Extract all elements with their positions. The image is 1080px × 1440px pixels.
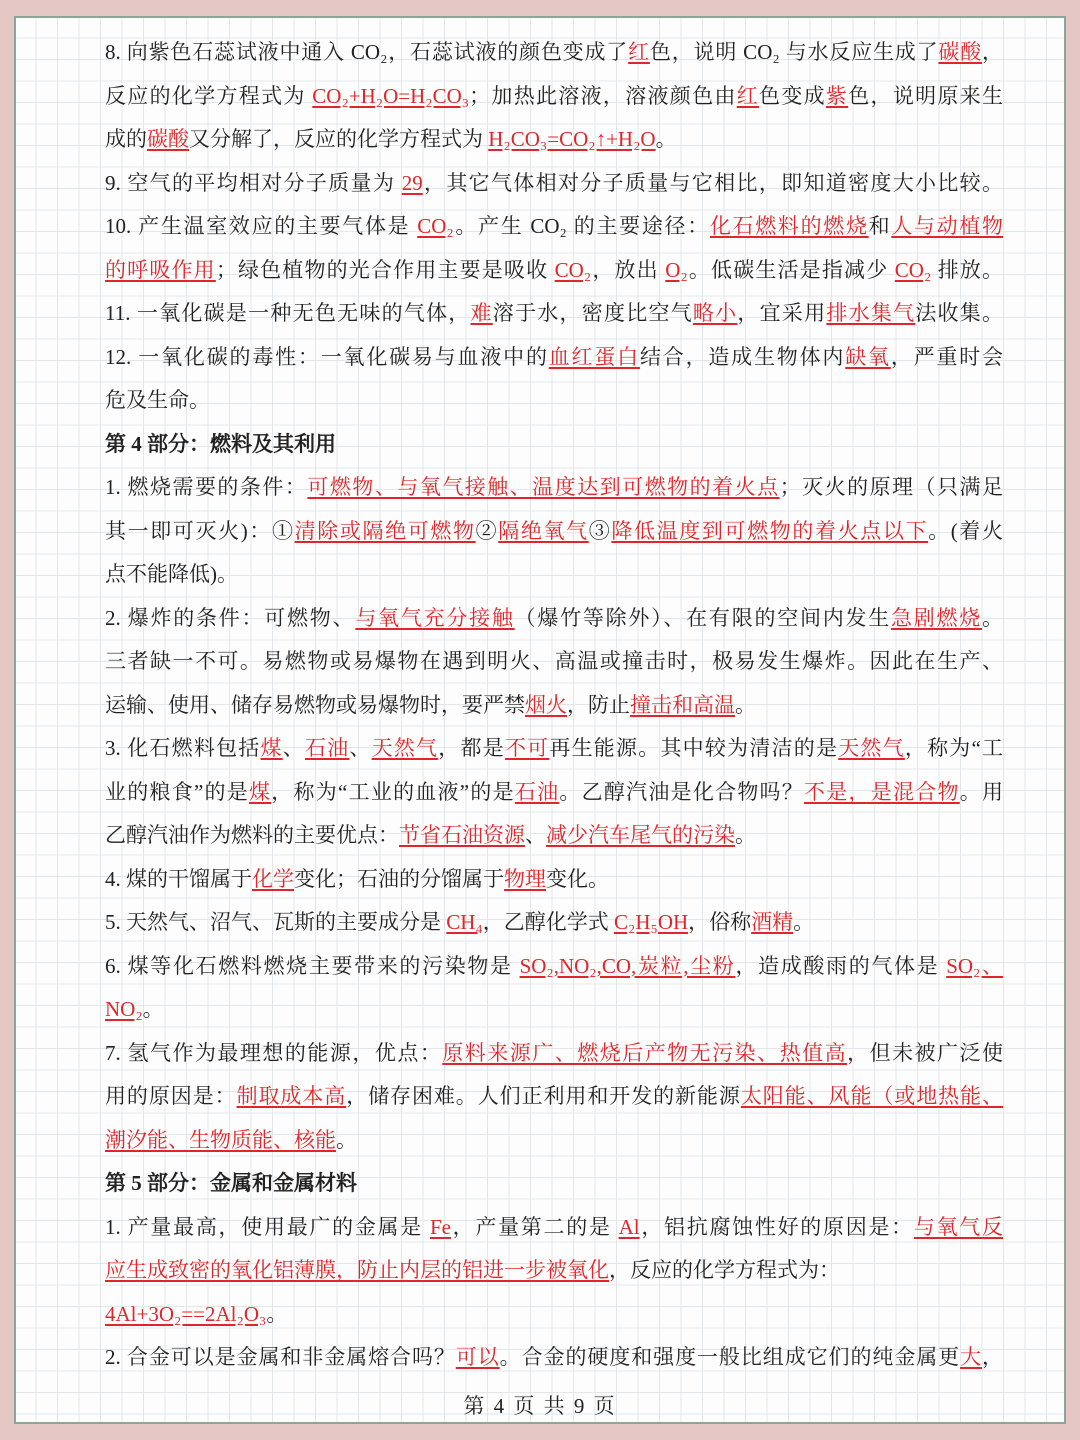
answer-blank: CO₂ — [554, 257, 592, 282]
text-segment: 、 — [282, 736, 305, 760]
text-line — [105, 988, 1003, 1032]
text-segment: 7. 氢气作为最理想的能源，优点： — [105, 1040, 443, 1065]
answer-blank: 可燃物、与氧气接触、温度达到可燃物的着火点 — [307, 475, 780, 499]
text-segment: 。 — [142, 997, 164, 1021]
text-line — [105, 553, 1003, 597]
text-segment: 。 — [655, 127, 677, 151]
answer-blank: 太阳能、风能（或地热能、 — [740, 1084, 1004, 1108]
answer-blank: 人与动植物 — [891, 214, 1004, 238]
answer-blank: 酒精 — [751, 910, 794, 934]
text-line — [105, 814, 1003, 858]
text-line — [105, 771, 1003, 815]
text-segment: ；加热此溶液，溶液颜色由 — [469, 83, 737, 108]
text-segment: 9. 空气的平均相对分子质量为 — [105, 170, 402, 195]
text-segment: 。 — [735, 692, 756, 717]
text-segment: 。用 — [959, 779, 1004, 804]
answer-blank: 缺氧 — [845, 344, 891, 369]
text-segment: 10. 产生温室效应的主要气体是 — [105, 214, 418, 238]
text-segment: ③ — [588, 518, 612, 543]
answer-blank: 隔绝氧气 — [498, 518, 589, 543]
text-segment: ，铝抗腐蚀性好的原因是： — [639, 1214, 914, 1239]
text-segment: ；绿色植物的光合作用主要是吸收 — [215, 257, 555, 282]
text-segment: 第 4 部分：燃料及其利用 — [105, 431, 336, 456]
text-line — [105, 727, 1003, 771]
text-line — [105, 1293, 1003, 1337]
text-line — [105, 205, 1003, 249]
text-line — [105, 945, 1003, 989]
answer-blank: 急剧燃烧 — [890, 605, 983, 630]
answer-blank: 烟火 — [525, 692, 567, 717]
text-segment: 。 — [266, 1301, 288, 1326]
text-segment: 4. 煤的干馏属于 — [105, 866, 252, 891]
answer-blank: CO₂ — [894, 257, 932, 282]
text-segment: ，称为“工业的血液”的是 — [271, 779, 515, 804]
text-segment: 再生能源。其中较为清洁的是 — [549, 736, 839, 760]
text-segment: 又分解了，反应的化学方程式为 — [189, 127, 489, 151]
answer-blank: SO₂、 — [946, 953, 1004, 978]
answer-blank: Fe — [429, 1214, 451, 1239]
text-segment: ， — [982, 1345, 1004, 1369]
answer-blank: 煤 — [249, 779, 272, 804]
text-line — [105, 466, 1003, 510]
text-line — [105, 336, 1003, 380]
text-segment: ，反应的化学方程式为： — [609, 1258, 840, 1282]
text-segment: 色，说明 CO₂ 与水反应生成了 — [649, 40, 939, 64]
answer-blank: 化学 — [252, 866, 294, 891]
text-segment: （爆竹等除外）、在有限的空间内发生 — [514, 605, 891, 630]
text-line — [105, 1032, 1003, 1076]
answer-blank: 略小 — [692, 301, 738, 325]
answer-blank: C₂H₅OH — [614, 910, 689, 934]
text-segment: ② — [475, 518, 499, 543]
text-segment: 运输、使用、储存易燃物或易爆物时，要严禁 — [105, 692, 525, 717]
answer-blank: 可以 — [455, 1345, 500, 1369]
answer-blank: 节省石油资源 — [399, 823, 525, 847]
answer-blank: 原料来源广、燃烧后产物无污染、热值高 — [442, 1040, 848, 1065]
page-footer: 第 4 页 共 9 页 — [463, 1394, 617, 1418]
answer-blank: Al — [618, 1214, 640, 1239]
text-segment: 2. 合金可以是金属和非金属熔合吗？ — [105, 1345, 456, 1369]
text-segment: 11. 一氧化碳是一种无色无味的气体， — [105, 301, 471, 325]
answer-blank: CH₄ — [446, 910, 483, 934]
text-line — [105, 858, 1003, 902]
text-line — [105, 162, 1003, 206]
text-segment: 反应的化学方程式为 — [105, 83, 313, 108]
text-segment: ，造成酸雨的气体是 — [735, 953, 947, 978]
answer-blank: 碳酸 — [938, 40, 983, 64]
text-line — [105, 597, 1003, 641]
text-segment: 、 — [349, 736, 372, 760]
answer-blank: SO₂,NO₂,CO,炭粒,尘粉 — [519, 953, 736, 978]
answer-blank: 煤 — [260, 736, 283, 760]
text-segment: 。低碳生活是指减少 — [687, 257, 895, 282]
text-segment: 。 — [982, 605, 1004, 630]
text-segment: 2. 爆炸的条件：可燃物、 — [105, 605, 356, 630]
text-segment: 5. 天然气、沼气、瓦斯的主要成分是 — [105, 910, 447, 934]
answer-blank: 应生成致密的氧化铝薄膜，防止内层的铝进一步被氧化 — [105, 1258, 609, 1282]
text-segment: 用的原因是： — [105, 1084, 237, 1108]
answer-blank: 红 — [736, 83, 760, 108]
text-segment: ，宜采用 — [737, 301, 827, 325]
text-segment: 。乙醇汽油是化合物吗？ — [559, 779, 805, 804]
answer-blank: 天然气 — [371, 736, 439, 760]
text-segment: 1. 燃烧需要的条件： — [105, 475, 308, 499]
text-segment: ，乙醇化学式 — [482, 910, 614, 934]
text-segment: 法收集。 — [915, 301, 1004, 325]
answer-blank: 与氧气充分接触 — [355, 605, 515, 630]
answer-blank: NO₂ — [105, 997, 143, 1021]
text-segment: ，都是 — [438, 736, 505, 760]
answer-blank: 制取成本高 — [236, 1084, 347, 1108]
text-segment: 、 — [525, 823, 546, 847]
text-line — [105, 75, 1003, 119]
answer-blank: 难 — [470, 301, 493, 325]
text-segment: 三者缺一不可。易燃物或易爆物在遇到明火、高温或撞击时，极易发生爆炸。因此在生产、 — [105, 649, 1003, 673]
answer-blank: 不可 — [504, 736, 550, 760]
answer-blank: 红 — [628, 40, 650, 64]
text-segment: 乙醇汽油作为燃料的主要优点： — [105, 823, 399, 847]
section-heading — [105, 423, 1003, 467]
answer-blank: 天然气 — [838, 736, 905, 760]
answer-blank: 血红蛋白 — [548, 344, 640, 369]
text-segment: 第 5 部分：金属和金属材料 — [105, 1171, 357, 1195]
text-segment: ，严重时会 — [890, 344, 1004, 369]
text-segment: ，储存困难。人们正利用和开发的新能源 — [346, 1084, 741, 1108]
answer-blank: 物理 — [504, 866, 546, 891]
text-line — [105, 1075, 1003, 1119]
text-line — [105, 1336, 1003, 1380]
answer-blank: 化石燃料的燃烧 — [709, 214, 869, 238]
answer-blank: 降低温度到可燃物的着火点以下 — [611, 518, 929, 543]
text-segment: 排放。 — [931, 257, 1004, 282]
text-segment: ，其它气体相对分子质量与它相比，即知道密度大小比较。 — [422, 170, 1004, 195]
answer-blank: 排水集气 — [826, 301, 916, 325]
text-segment: 。 — [793, 910, 815, 934]
text-segment: 成的 — [105, 127, 147, 151]
text-line — [105, 1119, 1003, 1163]
text-segment: 。产生 CO₂ 的主要途径： — [453, 214, 710, 238]
text-segment: 3. 化石燃料包括 — [105, 736, 261, 760]
text-segment: 。合金的硬度和强度一般比组成它们的纯金属更 — [499, 1345, 961, 1369]
text-segment: 点不能降低)。 — [105, 562, 238, 586]
text-segment: ，但未被广泛使 — [847, 1040, 1004, 1065]
answer-blank: CO₂ — [417, 214, 454, 238]
answer-blank: CO₂+H₂O=H₂CO₃ — [312, 83, 470, 108]
text-line — [105, 379, 1003, 423]
text-line — [105, 249, 1003, 293]
text-line — [105, 1249, 1003, 1293]
answer-blank: 4Al+3O₂==2Al₂O₃ — [105, 1301, 267, 1326]
text-segment: 和 — [868, 214, 892, 238]
text-line — [105, 640, 1003, 684]
text-segment: ，放出 — [591, 257, 666, 282]
text-segment: 变化。 — [546, 866, 609, 891]
section-heading — [105, 1162, 1003, 1206]
text-segment: 变化；石油的分馏属于 — [294, 866, 504, 891]
text-segment: 色，说明原来生 — [848, 83, 1004, 108]
answer-blank: 石油 — [514, 779, 560, 804]
text-segment: 1. 产量最高，使用最广的金属是 — [105, 1214, 430, 1239]
answer-blank: 撞击和高温 — [630, 692, 735, 717]
text-segment: ，防止 — [567, 692, 630, 717]
answer-blank: 不是，是混合物 — [804, 779, 960, 804]
text-line — [105, 31, 1003, 75]
text-line — [105, 510, 1003, 554]
page-content — [105, 31, 1003, 1380]
text-segment: 其一即可灭火)：① — [105, 518, 295, 543]
text-segment: 6. 煤等化石燃料燃烧主要带来的污染物是 — [105, 953, 520, 978]
answer-blank: H₂CO₃=CO₂↑+H₂O — [488, 127, 656, 151]
text-segment: 。 — [735, 823, 756, 847]
document-page — [14, 16, 1066, 1424]
text-segment: ，产量第二的是 — [450, 1214, 619, 1239]
answer-blank: 石油 — [304, 736, 350, 760]
answer-blank: 29 — [401, 170, 423, 195]
text-segment: ，称为“工 — [904, 736, 1004, 760]
text-segment: 色变成 — [759, 83, 826, 108]
answer-blank: 与氧气反 — [913, 1214, 1004, 1239]
answer-blank: O₂ — [665, 257, 688, 282]
answer-blank: 碳酸 — [147, 127, 189, 151]
answer-blank: 的呼吸作用 — [105, 257, 216, 282]
text-segment: 危及生命。 — [105, 388, 210, 412]
text-segment: 结合，造成生物体内 — [639, 344, 846, 369]
text-segment: 溶于水，密度比空气 — [492, 301, 693, 325]
answer-blank: 减少汽车尾气的污染 — [546, 823, 735, 847]
answer-blank: 清除或隔绝可燃物 — [294, 518, 476, 543]
text-segment: 。(着火 — [928, 518, 1003, 543]
text-segment: ；灭火的原理（只满足 — [779, 475, 1004, 499]
answer-blank: 紫 — [825, 83, 849, 108]
text-segment: ， — [982, 40, 1004, 64]
text-segment: 8. 向紫色石蕊试液中通入 CO₂，石蕊试液的颜色变成了 — [105, 40, 629, 64]
text-line — [105, 118, 1003, 162]
answer-blank: 大 — [960, 1345, 983, 1369]
text-segment: ，俗称 — [688, 910, 752, 934]
text-segment: 业的粮食”的是 — [105, 779, 250, 804]
text-segment: 12. 一氧化碳的毒性：一氧化碳易与血液中的 — [105, 344, 549, 369]
text-line — [105, 901, 1003, 945]
answer-blank: 潮汐能、生物质能、核能 — [105, 1127, 336, 1152]
text-line — [105, 684, 1003, 728]
text-segment: 。 — [336, 1127, 357, 1152]
text-line — [105, 1206, 1003, 1250]
text-line — [105, 292, 1003, 336]
